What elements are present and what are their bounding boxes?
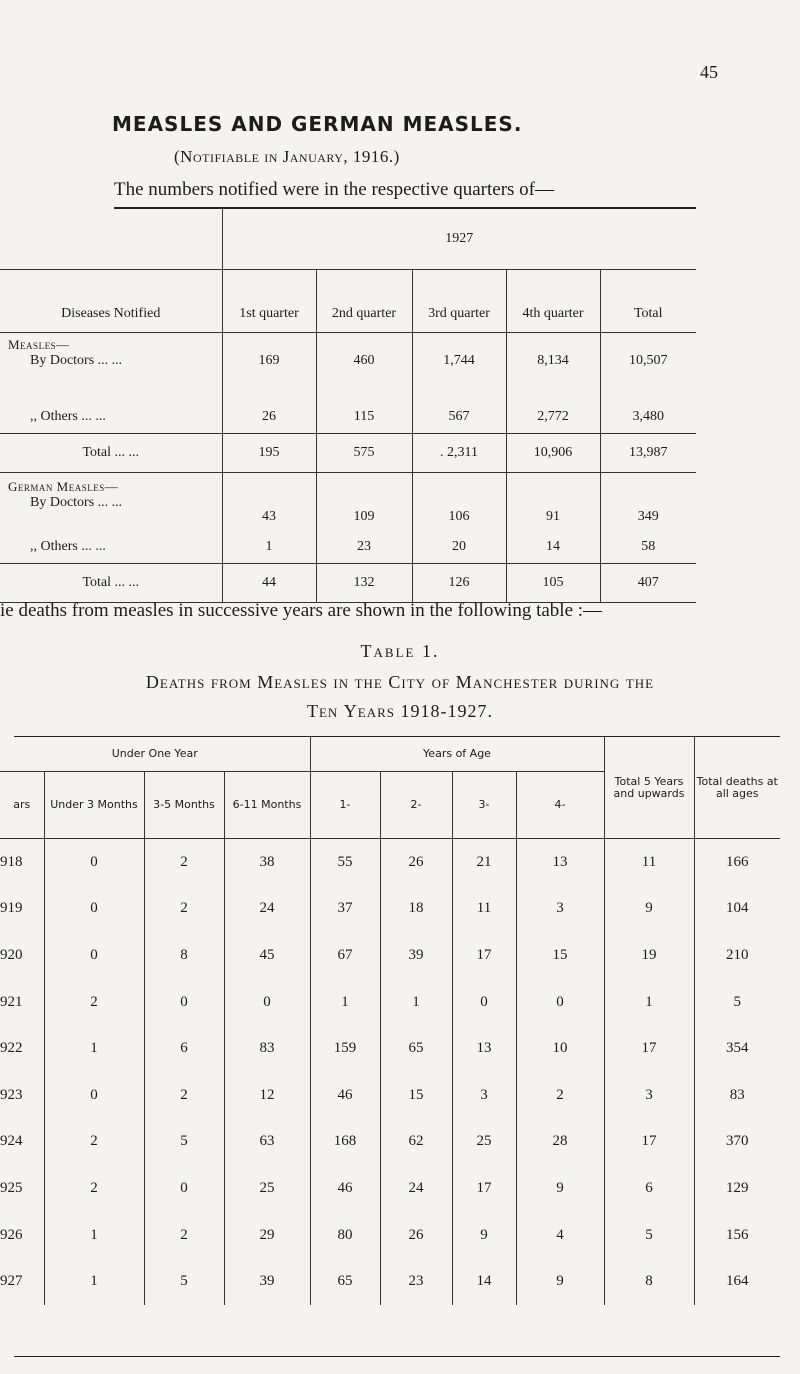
- col-header-q4: 4th quarter: [506, 270, 600, 333]
- header-age-4: 4-: [516, 772, 604, 839]
- table-row: [0, 1025, 780, 1072]
- page-number: 45: [700, 62, 718, 82]
- value-cell: 24: [380, 1165, 452, 1212]
- value-cell: 0: [44, 932, 144, 979]
- value-cell: 2: [144, 1212, 224, 1259]
- value-cell: 1: [44, 1258, 144, 1305]
- value-cell: 46: [310, 1165, 380, 1212]
- header-age-1: 1-: [310, 772, 380, 839]
- year-cell: 925: [0, 1179, 23, 1196]
- table-row: [0, 1258, 780, 1305]
- value-cell: 210: [694, 932, 780, 979]
- value-cell: 39: [380, 932, 452, 979]
- header-row: [0, 270, 696, 333]
- header-under-3-months: Under 3 Months: [44, 772, 144, 839]
- notifications-table: [0, 209, 696, 603]
- header-age-3: 3-: [452, 772, 516, 839]
- value-cell: 156: [694, 1212, 780, 1259]
- table-number: Table 1.: [360, 641, 440, 661]
- intro-text: The numbers notified were in the respective quarters of—: [114, 179, 555, 200]
- value-cell: 3: [516, 886, 604, 933]
- value-cell: 17: [452, 1165, 516, 1212]
- value-cell: 6: [604, 1165, 694, 1212]
- value-cell: 9: [516, 1165, 604, 1212]
- value-cell: 164: [694, 1258, 780, 1305]
- value-cell: 9: [452, 1212, 516, 1259]
- value-cell: 15: [516, 932, 604, 979]
- table-subtitle: Ten Years 1918-1927.: [306, 701, 494, 721]
- value-cell: 0: [144, 979, 224, 1026]
- value-cell: 104: [694, 886, 780, 933]
- header-3-5-months: 3-5 Months: [144, 772, 224, 839]
- value-cell: 2: [44, 1119, 144, 1166]
- year-cell: 918: [0, 853, 23, 870]
- value-cell: 55: [310, 839, 380, 886]
- group-header-row: [0, 737, 780, 772]
- value-cell: 19: [604, 932, 694, 979]
- value-cell: 0: [44, 886, 144, 933]
- table-row: [0, 839, 780, 886]
- year-cell: 926: [0, 1226, 23, 1243]
- value-cell: 29: [224, 1212, 310, 1259]
- value-cell: 62: [380, 1119, 452, 1166]
- header-age-2: 2-: [380, 772, 452, 839]
- value-cell: 65: [310, 1258, 380, 1305]
- table-row: [0, 1165, 780, 1212]
- table-row: [0, 886, 780, 933]
- header-total-5-years: Total 5 Years and upwards: [604, 737, 694, 839]
- value-cell: 83: [224, 1025, 310, 1072]
- value-cell: 1: [44, 1212, 144, 1259]
- value-cell: 23: [380, 1258, 452, 1305]
- value-cell: 80: [310, 1212, 380, 1259]
- value-cell: 2: [44, 1165, 144, 1212]
- value-cell: 0: [44, 839, 144, 886]
- deaths-table-bottom-rule: [14, 1356, 780, 1357]
- value-cell: 9: [516, 1258, 604, 1305]
- value-cell: 46: [310, 1072, 380, 1119]
- value-cell: 0: [144, 1165, 224, 1212]
- value-cell: 26: [380, 1212, 452, 1259]
- value-cell: 0: [44, 1072, 144, 1119]
- table-row: [0, 1119, 780, 1166]
- value-cell: 38: [224, 839, 310, 886]
- value-cell: 5: [694, 979, 780, 1026]
- table-row: [0, 1212, 780, 1259]
- header-6-11-months: 6-11 Months: [224, 772, 310, 839]
- deaths-table-body: [0, 839, 780, 1305]
- year-cell: 919: [0, 900, 23, 917]
- value-cell: 13: [452, 1025, 516, 1072]
- year-row: [0, 209, 696, 270]
- value-cell: 3: [604, 1072, 694, 1119]
- table-row: By Doctors ... ... 43 109 106 91 349: [0, 495, 696, 525]
- year-cell: 922: [0, 1040, 23, 1057]
- table-row: ,, Others ... ... 26 115 567 2,772 3,480: [0, 397, 696, 434]
- year-cell: 927: [0, 1273, 23, 1290]
- table-row: [0, 932, 780, 979]
- year-cell: 923: [0, 1086, 23, 1103]
- header-years-of-age: Years of Age: [310, 737, 604, 772]
- value-cell: 28: [516, 1119, 604, 1166]
- value-cell: 37: [310, 886, 380, 933]
- value-cell: 0: [224, 979, 310, 1026]
- value-cell: 11: [452, 886, 516, 933]
- value-cell: 4: [516, 1212, 604, 1259]
- value-cell: 129: [694, 1165, 780, 1212]
- deaths-intro-text: ie deaths from measles in successive years are shown in the following table :—: [0, 600, 603, 621]
- value-cell: 17: [604, 1025, 694, 1072]
- value-cell: 1: [310, 979, 380, 1026]
- value-cell: 2: [144, 839, 224, 886]
- table-row: By Doctors ... ... 169 460 1,744 8,134 10,507: [0, 353, 696, 397]
- value-cell: 0: [516, 979, 604, 1026]
- value-cell: 12: [224, 1072, 310, 1119]
- value-cell: 18: [380, 886, 452, 933]
- value-cell: 9: [604, 886, 694, 933]
- value-cell: 67: [310, 932, 380, 979]
- value-cell: 166: [694, 839, 780, 886]
- value-cell: 65: [380, 1025, 452, 1072]
- value-cell: 0: [452, 979, 516, 1026]
- notifiable-note: (Notifiable in January, 1916.): [174, 147, 400, 166]
- col-header-q2: 2nd quarter: [316, 270, 412, 333]
- year-label: 1927: [222, 209, 696, 270]
- value-cell: 2: [144, 1072, 224, 1119]
- value-cell: 63: [224, 1119, 310, 1166]
- value-cell: 370: [694, 1119, 780, 1166]
- year-cell: 921: [0, 993, 23, 1010]
- col-header-disease: Diseases Notified: [0, 270, 222, 333]
- value-cell: 39: [224, 1258, 310, 1305]
- value-cell: 1: [44, 1025, 144, 1072]
- year-cell: 920: [0, 946, 23, 963]
- value-cell: 25: [224, 1165, 310, 1212]
- value-cell: 17: [604, 1119, 694, 1166]
- table-row: [0, 979, 780, 1026]
- value-cell: 168: [310, 1119, 380, 1166]
- value-cell: 2: [44, 979, 144, 1026]
- value-cell: 8: [604, 1258, 694, 1305]
- value-cell: 3: [452, 1072, 516, 1119]
- value-cell: 24: [224, 886, 310, 933]
- total-row-german-measles: Total ... ... 44 132 126 105 407: [0, 564, 696, 603]
- col-header-q1: 1st quarter: [222, 270, 316, 333]
- value-cell: 2: [144, 886, 224, 933]
- table-row: [0, 1072, 780, 1119]
- value-cell: 1: [380, 979, 452, 1026]
- value-cell: 83: [694, 1072, 780, 1119]
- header-total-all-ages: Total deaths at all ages: [694, 737, 780, 839]
- value-cell: 21: [452, 839, 516, 886]
- value-cell: 17: [452, 932, 516, 979]
- value-cell: 5: [144, 1258, 224, 1305]
- value-cell: 6: [144, 1025, 224, 1072]
- value-cell: 10: [516, 1025, 604, 1072]
- value-cell: 8: [144, 932, 224, 979]
- page-heading: MEASLES AND GERMAN MEASLES.: [112, 112, 523, 136]
- value-cell: 11: [604, 839, 694, 886]
- deaths-table: [0, 737, 780, 1305]
- total-row-measles: Total ... ... 195 575 . 2,311 10,906 13,987: [0, 434, 696, 473]
- value-cell: 1: [604, 979, 694, 1026]
- header-under-one-year: Under One Year: [0, 737, 310, 772]
- col-header-total: Total: [600, 270, 696, 333]
- value-cell: 45: [224, 932, 310, 979]
- value-cell: 26: [380, 839, 452, 886]
- value-cell: 14: [452, 1258, 516, 1305]
- value-cell: 25: [452, 1119, 516, 1166]
- header-year: ars: [0, 772, 44, 839]
- table-row: ,, Others ... ... 1 23 20 14 58: [0, 525, 696, 564]
- value-cell: 2: [516, 1072, 604, 1119]
- year-cell: 924: [0, 1133, 23, 1150]
- value-cell: 15: [380, 1072, 452, 1119]
- value-cell: 13: [516, 839, 604, 886]
- value-cell: 354: [694, 1025, 780, 1072]
- value-cell: 159: [310, 1025, 380, 1072]
- section-title-measles: Measles—: [0, 333, 696, 354]
- value-cell: 5: [604, 1212, 694, 1259]
- col-header-q3: 3rd quarter: [412, 270, 506, 333]
- value-cell: 5: [144, 1119, 224, 1166]
- section-title-german-measles: German Measles—: [0, 473, 696, 496]
- table-title: Deaths from Measles in the City of Manchester during the: [145, 672, 655, 692]
